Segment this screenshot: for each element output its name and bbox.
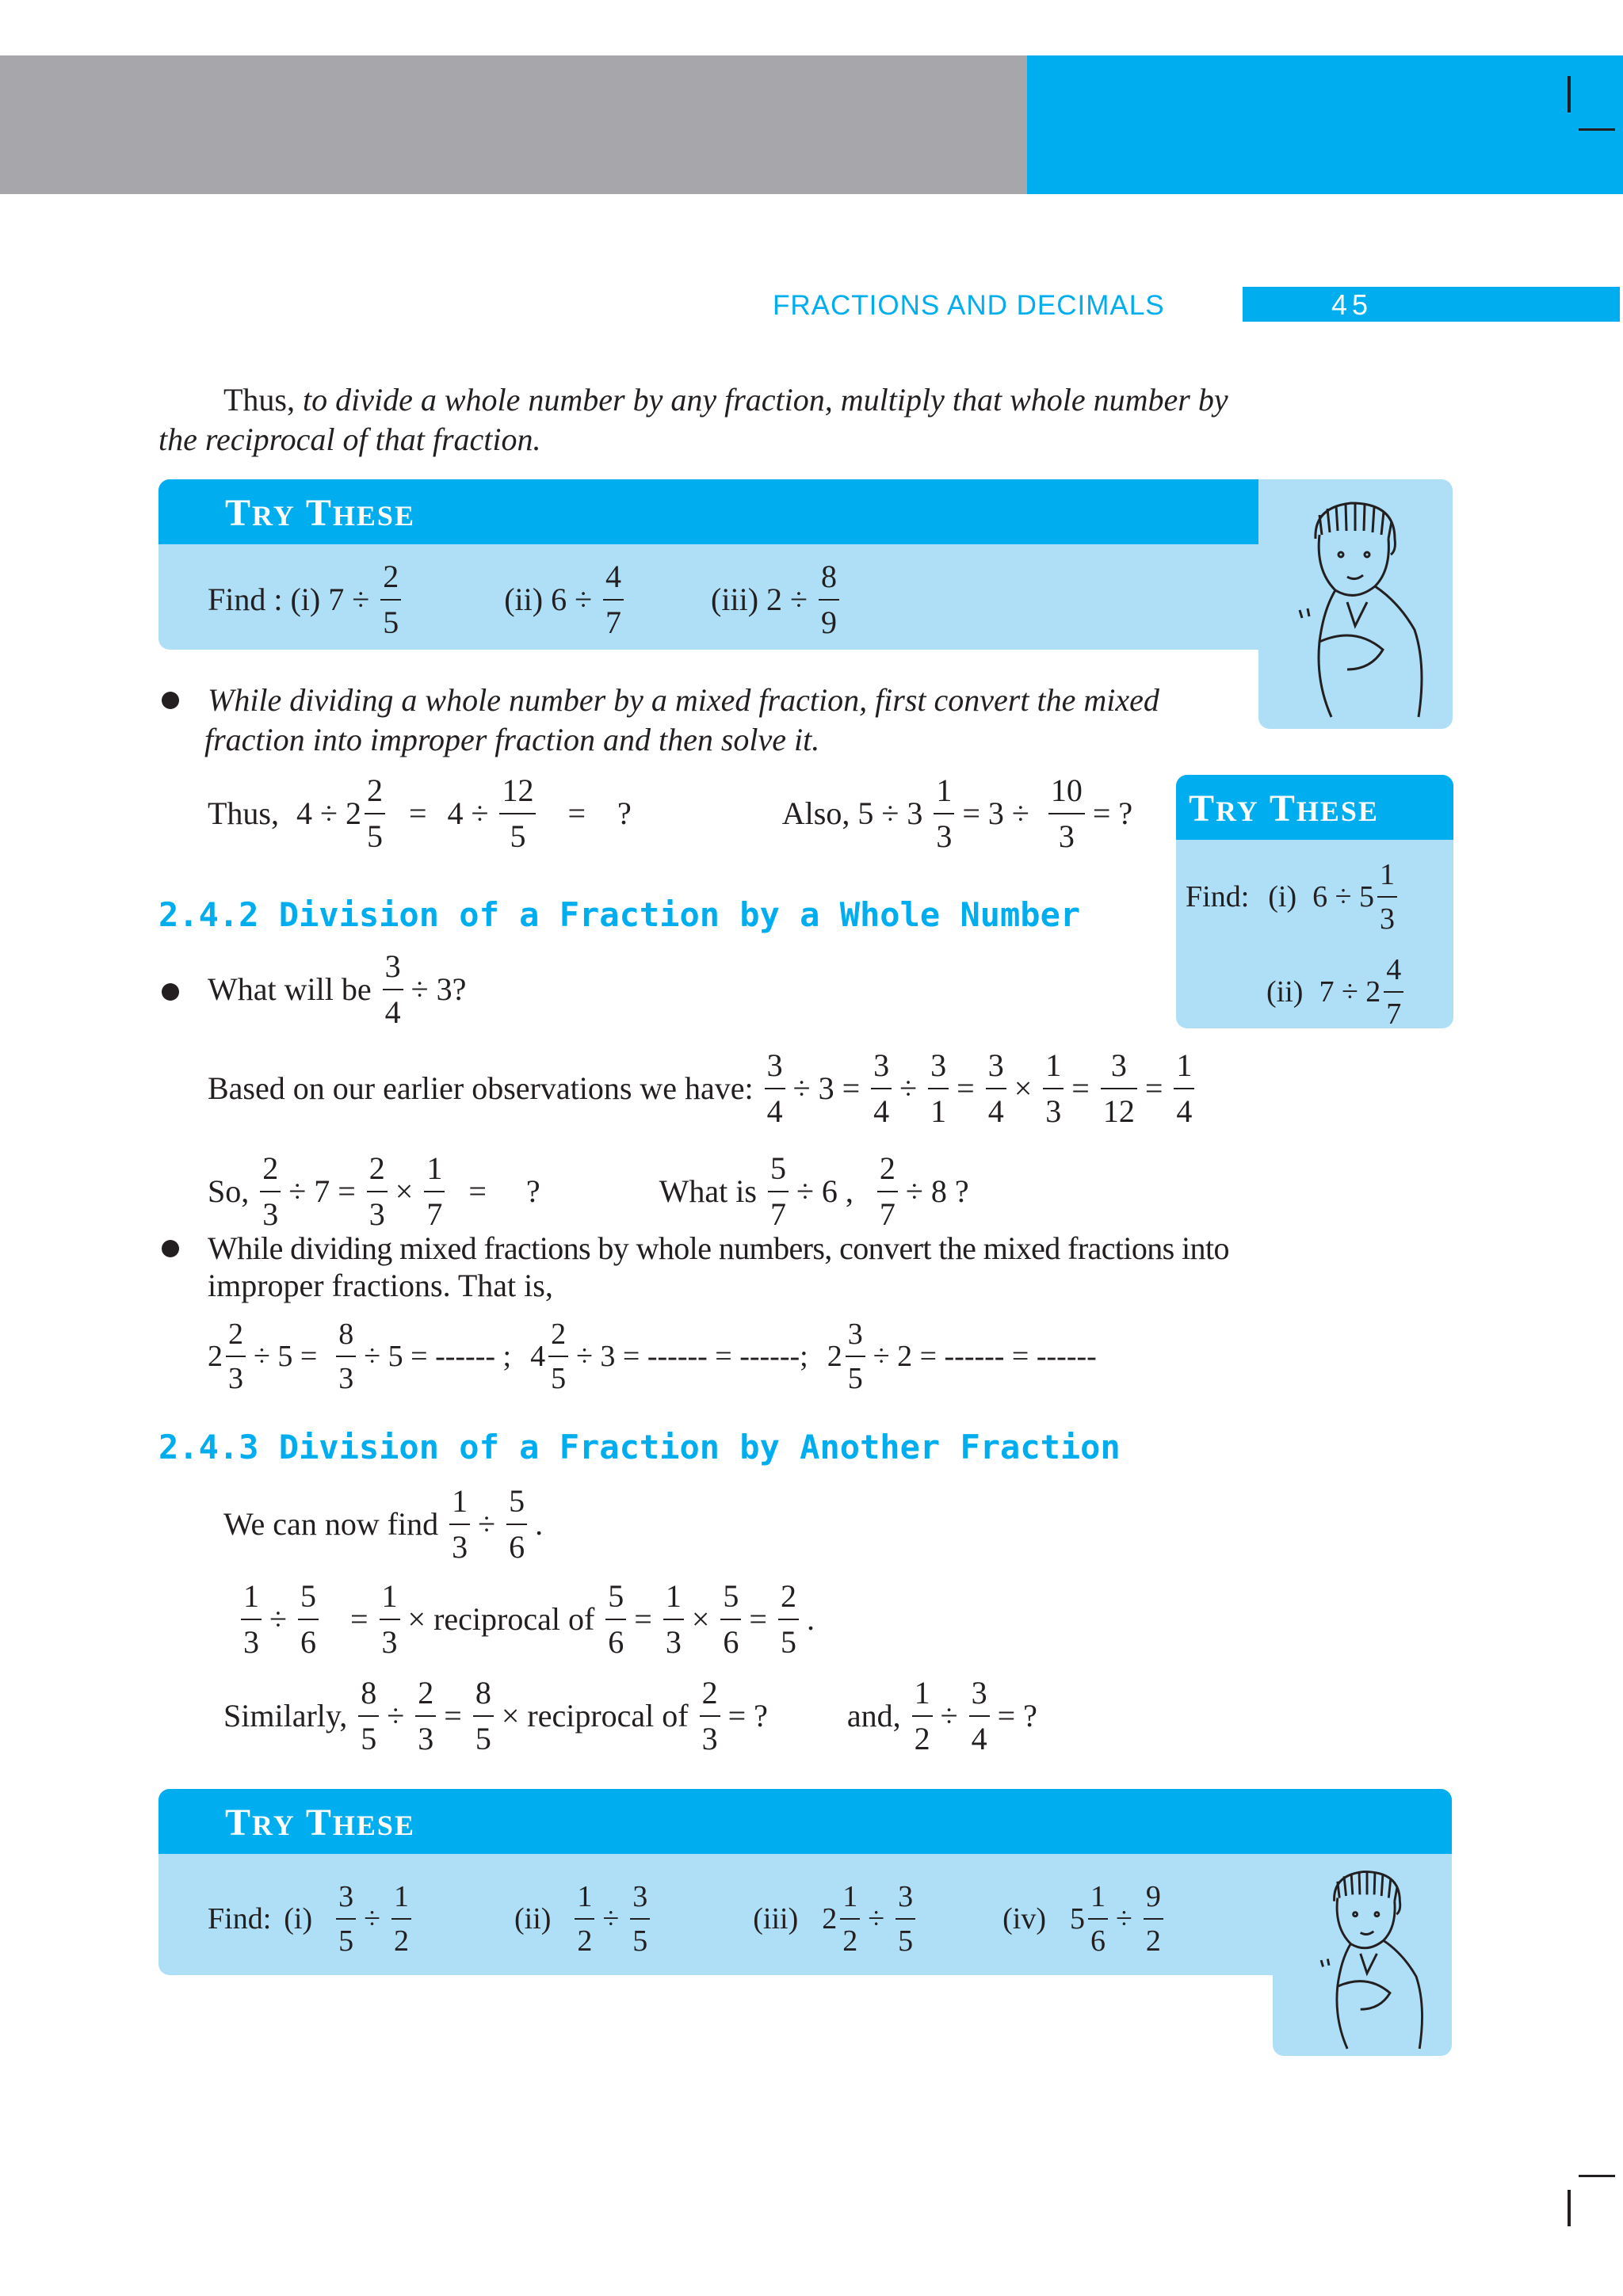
- item-ii-label: (ii): [514, 1902, 552, 1936]
- expr: × reciprocal of: [407, 1601, 595, 1637]
- item-iv-label: (iv): [1002, 1902, 1046, 1936]
- fraction: $\frac{5}{6}$: [605, 1581, 626, 1658]
- find-label: Find:: [1186, 880, 1250, 913]
- thus-row: [208, 772, 1140, 854]
- bullet-dot: [162, 1240, 179, 1257]
- expr: 2: [822, 1902, 838, 1936]
- try-box3-row: [208, 1882, 1171, 1956]
- fraction: $\frac{1}{2}$: [840, 1882, 860, 1956]
- find-label: Find :: [208, 582, 283, 617]
- fraction: $\frac{3}{4}$: [383, 951, 403, 1028]
- chapter-title: FRACTIONS AND DECIMALS: [773, 290, 1165, 321]
- fraction: $\frac{1}{3}$: [1043, 1050, 1064, 1127]
- fraction: 1 3: [1377, 860, 1397, 934]
- bullet1-line2: fraction into improper fraction and then solve it.: [204, 722, 820, 757]
- expr: = ?: [727, 1698, 768, 1733]
- page-number-bar: [1243, 287, 1620, 322]
- item-ii-label: (ii): [1266, 975, 1304, 1009]
- top-grey-band: [0, 55, 1027, 194]
- try-box2-row-i: [1186, 860, 1405, 934]
- bullet2-line2: improper fractions. That is,: [208, 1268, 553, 1303]
- expr: .: [535, 1506, 544, 1542]
- expr: =: [408, 795, 427, 831]
- expr: 5: [1070, 1902, 1085, 1936]
- fraction: $\frac{5}{6}$: [720, 1581, 741, 1658]
- fraction: $\frac{1}{2}$: [391, 1882, 411, 1956]
- expr: ×: [395, 1173, 414, 1209]
- intro-line2: the reciprocal of that fraction.: [158, 421, 541, 457]
- expr: =: [468, 1173, 487, 1209]
- so-row: [208, 1150, 977, 1232]
- text: and,: [846, 1698, 901, 1733]
- expr: 4 ÷ 2: [296, 795, 361, 831]
- expr: ×: [1014, 1070, 1033, 1106]
- calc-row: [238, 1578, 823, 1660]
- fraction: $\frac{9}{2}$: [1144, 1882, 1163, 1956]
- fraction: $\frac{5}{6}$: [506, 1486, 527, 1563]
- fraction: $\frac{2}{7}$: [877, 1153, 898, 1230]
- expr: =: [749, 1601, 767, 1637]
- try-these-title-3: TRY THESE: [225, 1802, 415, 1844]
- expr: ÷: [899, 1070, 918, 1106]
- item-ii-label: (ii): [504, 582, 544, 617]
- expr: ÷: [478, 1506, 496, 1542]
- expr: =: [1144, 1070, 1163, 1106]
- expr: =: [349, 1601, 369, 1637]
- expr: 4 ÷: [447, 795, 489, 831]
- expr: ÷ 2 = ------ = ------: [873, 1340, 1097, 1373]
- expr: =: [444, 1698, 462, 1733]
- fraction: $\frac{4}{7}$: [603, 561, 624, 639]
- fraction: $\frac{8}{5}$: [358, 1677, 379, 1755]
- bullet2-line1: While dividing mixed fractions by whole numbers, convert the mixed fractions into: [208, 1230, 1229, 1266]
- expr: ?: [617, 795, 632, 831]
- expr: ÷ 3?: [411, 971, 467, 1007]
- try-these-title-2: TRY THESE: [1189, 788, 1379, 830]
- expr: = ?: [1092, 795, 1133, 831]
- fraction: $\frac{5}{6}$: [298, 1581, 319, 1658]
- try-box1-row: [208, 561, 847, 639]
- section-heading-2-4-3: 2.4.3 Division of a Fraction by Another Fraction: [158, 1428, 1121, 1466]
- expr: ÷: [387, 1698, 405, 1733]
- expr: ÷: [602, 1902, 620, 1936]
- fraction: $\frac{2}{5}$: [365, 775, 385, 852]
- expr: =: [957, 1070, 975, 1106]
- text: So,: [208, 1173, 250, 1209]
- intro-line1: Thus, to divide a whole number by any fraction, multiply that whole number by: [223, 382, 1228, 418]
- fraction: $\frac{1}{2}$: [912, 1677, 933, 1755]
- find-now-row: [223, 1483, 551, 1565]
- fraction: $\frac{2}{3}$: [415, 1677, 436, 1755]
- bullet1-line1: While dividing a whole number by a mixed fraction, first convert the mixed: [208, 682, 1159, 718]
- expr: 2: [208, 1340, 223, 1373]
- item-i-expr: 7 ÷: [328, 582, 370, 617]
- expr: ÷: [1116, 1902, 1132, 1936]
- fraction: $\frac{1}{7}$: [424, 1153, 445, 1230]
- fraction: $\frac{2}{3}$: [367, 1153, 388, 1230]
- section-heading-2-4-2: 2.4.2 Division of a Fraction by a Whole Number: [158, 895, 1081, 934]
- item-iii-label: (iii): [753, 1902, 799, 1936]
- item-i-label: (i): [284, 1902, 313, 1936]
- item-iii-expr: 2 ÷: [766, 582, 808, 617]
- fraction: $\frac{3}{1}$: [928, 1050, 949, 1127]
- fraction: $\frac{1}{3}$: [449, 1486, 470, 1563]
- expr: = ?: [997, 1698, 1037, 1733]
- top-blue-band: [1027, 55, 1623, 194]
- what-will-be-row: [208, 948, 474, 1030]
- fraction: $\frac{3}{12}$: [1101, 1050, 1137, 1127]
- fraction: $\frac{3}{5}$: [896, 1882, 915, 1956]
- expr: ÷ 6 ,: [796, 1173, 854, 1209]
- expr: ÷ 5 =: [254, 1340, 318, 1373]
- fraction: $\frac{8}{3}$: [336, 1319, 356, 1394]
- fraction: $\frac{2}{3}$: [226, 1319, 246, 1394]
- expr: =: [1071, 1070, 1090, 1106]
- thus-label: Thus,: [208, 795, 279, 831]
- item-i-label: (i): [290, 582, 321, 617]
- fraction: $\frac{1}{3}$: [934, 775, 954, 852]
- text: What will be: [208, 971, 372, 1007]
- fraction: $\frac{5}{7}$: [768, 1153, 789, 1230]
- expr: =: [634, 1601, 652, 1637]
- fraction: $\frac{3}{4}$: [969, 1677, 990, 1755]
- expr: ×: [691, 1601, 710, 1637]
- try-box2-row-ii: [1266, 955, 1411, 1029]
- similarly-row: [223, 1677, 1045, 1755]
- fraction: $\frac{1}{2}$: [575, 1882, 594, 1956]
- fraction: $\frac{2}{5}$: [548, 1319, 568, 1394]
- fraction: $\frac{2}{5}$: [778, 1581, 799, 1658]
- bullet-dot: [162, 692, 179, 709]
- fraction: $\frac{1}{3}$: [380, 1581, 400, 1658]
- based-row: [208, 1047, 1202, 1129]
- page-number: 45: [1331, 288, 1373, 321]
- expr: ÷ 3 = ------ = ------;: [576, 1340, 808, 1373]
- fraction: $\frac{8}{5}$: [473, 1677, 494, 1755]
- expr: Also, 5 ÷ 3: [781, 795, 923, 831]
- text: Based on our earlier observations we have:: [208, 1070, 754, 1106]
- expr: × reciprocal of: [501, 1698, 689, 1733]
- expr: ÷ 3 =: [792, 1070, 861, 1106]
- boy-illustration: [1300, 1862, 1434, 2052]
- fraction: $\frac{2}{5}$: [380, 561, 401, 639]
- expr: ÷ 7 =: [288, 1173, 356, 1209]
- text: Similarly,: [223, 1698, 348, 1733]
- fraction: 4 7: [1384, 955, 1403, 1029]
- fraction: $\frac{3}{5}$: [630, 1882, 650, 1956]
- text: What is: [659, 1173, 757, 1209]
- expr: ?: [525, 1173, 540, 1209]
- expr: ÷ 8 ?: [905, 1173, 969, 1209]
- fraction: $\frac{3}{4}$: [765, 1050, 785, 1127]
- fraction: $\frac{1}{3}$: [663, 1581, 684, 1658]
- expr: 2: [827, 1340, 842, 1373]
- bullet-dot: [162, 983, 179, 1001]
- expr: ÷ 5 = ------ ;: [364, 1340, 512, 1373]
- mixed-examples-row: [208, 1319, 1105, 1394]
- expr: 4: [530, 1340, 546, 1373]
- find-label: Find:: [208, 1902, 272, 1936]
- item-i-label: (i): [1268, 880, 1297, 913]
- expr: ÷: [940, 1698, 958, 1733]
- crop-mark: [1579, 128, 1615, 131]
- expr: = 3 ÷: [962, 795, 1029, 831]
- fraction: $\frac{1}{3}$: [241, 1581, 262, 1658]
- crop-mark: [1568, 2190, 1571, 2226]
- crop-mark: [1568, 76, 1571, 113]
- boy-illustration: [1276, 491, 1434, 721]
- item-i-expr: 6 ÷ 5: [1312, 880, 1374, 913]
- expr: ÷: [364, 1902, 380, 1936]
- expr: ÷: [868, 1902, 885, 1936]
- fraction: $\frac{1}{6}$: [1088, 1882, 1108, 1956]
- try-these-title-1: TRY THESE: [225, 492, 415, 534]
- fraction: $\frac{3}{5}$: [336, 1882, 356, 1956]
- expr: ÷: [269, 1601, 287, 1637]
- item-ii-expr: 6 ÷: [551, 582, 593, 617]
- fraction: $\frac{12}{5}$: [499, 775, 536, 852]
- fraction: $\frac{2}{3}$: [700, 1677, 720, 1755]
- fraction: $\frac{3}{5}$: [846, 1319, 865, 1394]
- expr: .: [806, 1601, 815, 1637]
- text: We can now find: [223, 1506, 439, 1542]
- crop-mark: [1579, 2175, 1615, 2177]
- item-iii-label: (iii): [711, 582, 759, 617]
- fraction: $\frac{3}{4}$: [986, 1050, 1006, 1127]
- fraction: $\frac{3}{4}$: [871, 1050, 892, 1127]
- fraction: $\frac{8}{9}$: [819, 561, 839, 639]
- fraction: $\frac{1}{4}$: [1174, 1050, 1194, 1127]
- fraction: $\frac{2}{3}$: [260, 1153, 281, 1230]
- expr: =: [567, 795, 586, 831]
- item-ii-expr: 7 ÷ 2: [1319, 975, 1381, 1009]
- fraction: $\frac{10}{3}$: [1048, 775, 1085, 852]
